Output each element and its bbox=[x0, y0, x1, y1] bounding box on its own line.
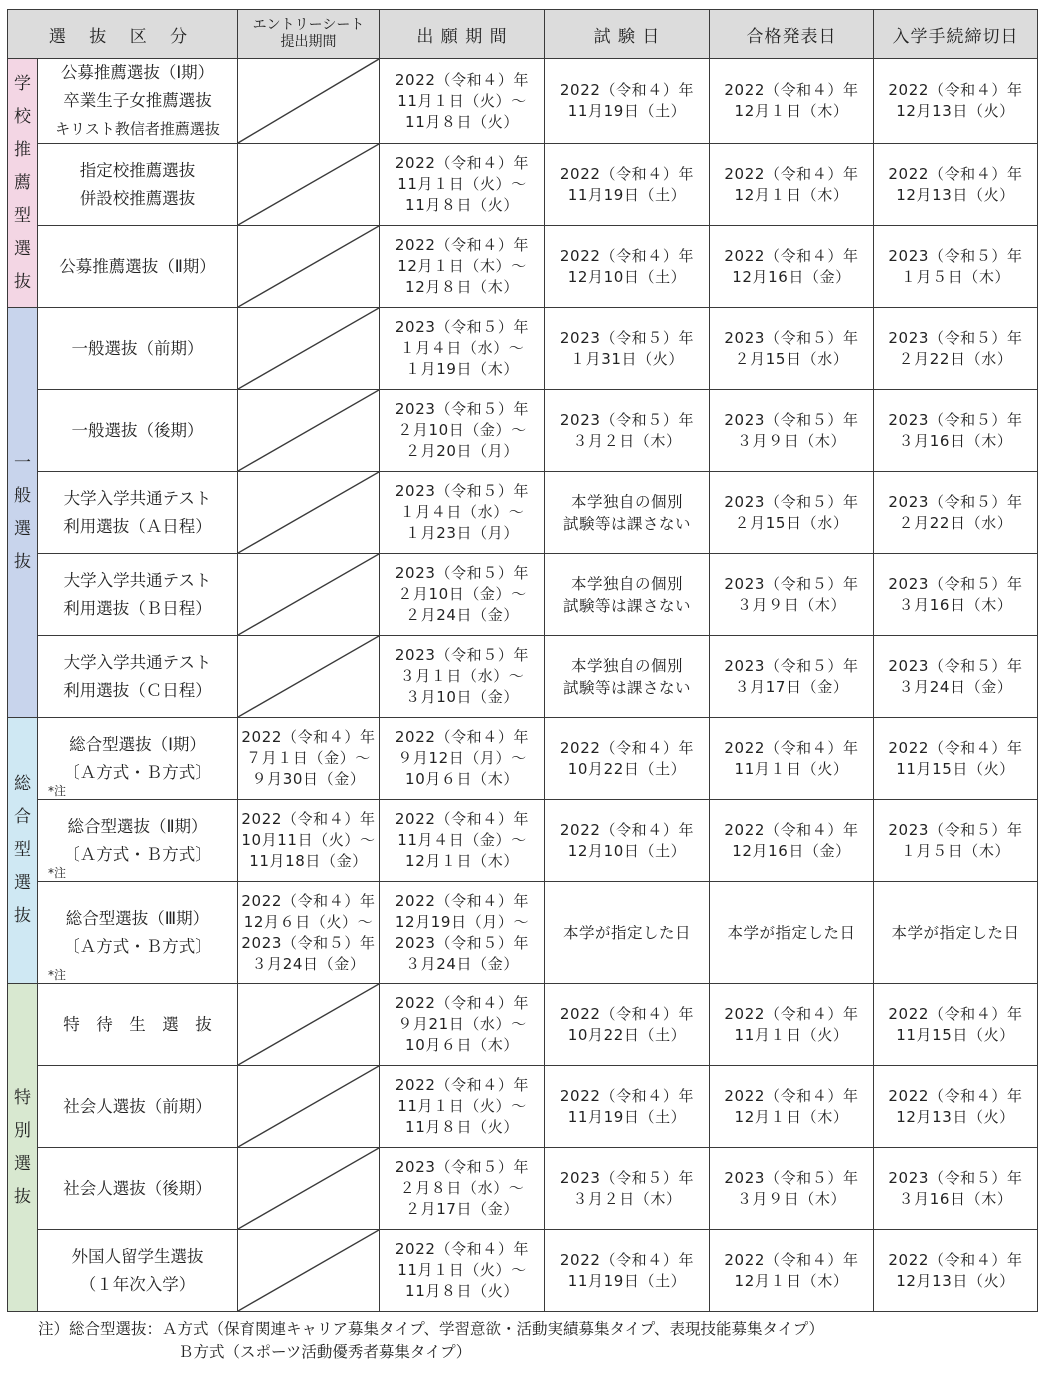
diagonal-slash-icon bbox=[238, 1066, 379, 1147]
entry-period: 2022（令和４）年 12月６日（火）～ 2023（令和５）年 ３月24日（金） bbox=[238, 882, 380, 984]
entry-period-not-applicable bbox=[238, 984, 380, 1066]
diagonal-slash-icon bbox=[238, 144, 379, 225]
header-entry-line1: エントリーシート bbox=[252, 17, 365, 33]
application-period: 2022（令和４）年 12月１日（木）～ 12月８日（木） bbox=[380, 226, 545, 308]
enrollment-deadline: 2022（令和４）年 12月13日（火） bbox=[874, 1230, 1038, 1312]
application-period: 2023（令和５）年 １月４日（水）～ １月19日（木） bbox=[380, 308, 545, 390]
selection-name: 社会人選抜（後期） bbox=[63, 1178, 212, 1198]
announcement-date: 2023（令和５）年 ２月15日（水） bbox=[710, 472, 874, 554]
enrollment-deadline: 2022（令和４）年 12月13日（火） bbox=[874, 1066, 1038, 1148]
table-row bbox=[8, 1148, 1038, 1230]
announcement-date: 2023（令和５）年 ３月９日（木） bbox=[710, 1148, 874, 1230]
enrollment-deadline: 2023（令和５）年 ３月16日（木） bbox=[874, 554, 1038, 636]
announcement-date: 2023（令和５）年 ３月９日（木） bbox=[710, 554, 874, 636]
entry-period-not-applicable bbox=[238, 472, 380, 554]
announcement-date: 2022（令和４）年 12月１日（木） bbox=[710, 1230, 874, 1312]
selection-name-cell bbox=[38, 390, 238, 472]
announcement-date: 2022（令和４）年 12月16日（金） bbox=[710, 226, 874, 308]
diagonal-slash-icon bbox=[238, 636, 379, 717]
exam-date: 2022（令和４）年 10月22日（土） bbox=[545, 718, 710, 800]
diagonal-slash-icon bbox=[238, 1148, 379, 1229]
application-period: 2023（令和５）年 ２月10日（金）～ ２月20日（月） bbox=[380, 390, 545, 472]
diagonal-slash-icon bbox=[238, 554, 379, 635]
selection-name: 一般選抜（前期） bbox=[71, 338, 204, 358]
entry-period: 2022（令和４）年 10月11日（火）～ 11月18日（金） bbox=[238, 800, 380, 882]
selection-name: 総合型選抜（Ⅰ期） 〔Ａ方式・Ｂ方式〕 bbox=[63, 734, 212, 782]
exam-date: 2022（令和４）年 12月10日（土） bbox=[545, 800, 710, 882]
enrollment-deadline: 2023（令和５）年 ２月22日（水） bbox=[874, 308, 1038, 390]
header-deadline: 入学手続締切日 bbox=[874, 10, 1038, 59]
exam-date: 2022（令和４）年 12月10日（土） bbox=[545, 226, 710, 308]
selection-name: 外国人留学生選抜 （１年次入学） bbox=[71, 1246, 204, 1294]
selection-name-cell bbox=[38, 472, 238, 554]
entry-period-not-applicable bbox=[238, 390, 380, 472]
group-label-text: 学校推薦型選抜 bbox=[14, 73, 31, 292]
selection-name: 特 待 生 選 抜 bbox=[63, 1014, 212, 1034]
enrollment-deadline: 2023（令和５）年 ３月24日（金） bbox=[874, 636, 1038, 718]
exam-date: 本学が指定した日 bbox=[545, 882, 710, 984]
note-marker: *注 bbox=[48, 784, 67, 798]
selection-name-cell bbox=[38, 1148, 238, 1230]
selection-name: 一般選抜（後期） bbox=[71, 420, 204, 440]
enrollment-deadline: 2022（令和４）年 11月15日（火） bbox=[874, 984, 1038, 1066]
announcement-date: 2022（令和４）年 11月１日（火） bbox=[710, 718, 874, 800]
announcement-date: 2022（令和４）年 11月１日（火） bbox=[710, 984, 874, 1066]
selection-name-cell bbox=[38, 1230, 238, 1312]
header-application: 出 願 期 間 bbox=[380, 10, 545, 59]
exam-date: 本学独自の個別 試験等は課さない bbox=[545, 554, 710, 636]
admission-schedule-table bbox=[7, 9, 1038, 1312]
group-label-g3 bbox=[8, 718, 38, 984]
selection-name-cell bbox=[38, 226, 238, 308]
enrollment-deadline: 2022（令和４）年 12月13日（火） bbox=[874, 59, 1038, 144]
exam-date: 2022（令和４）年 11月19日（土） bbox=[545, 1230, 710, 1312]
selection-name-cell bbox=[38, 718, 238, 800]
announcement-date: 2023（令和５）年 ３月９日（木） bbox=[710, 390, 874, 472]
announcement-date: 2023（令和５）年 ３月17日（金） bbox=[710, 636, 874, 718]
selection-name: 公募推薦選抜（Ⅱ期） bbox=[59, 256, 216, 276]
enrollment-deadline: 2022（令和４）年 12月13日（火） bbox=[874, 144, 1038, 226]
application-period: 2022（令和４）年 11月１日（火）～ 11月８日（火） bbox=[380, 144, 545, 226]
application-period: 2022（令和４）年 11月１日（火）～ 11月８日（火） bbox=[380, 1230, 545, 1312]
application-period: 2023（令和５）年 ３月１日（水）～ ３月10日（金） bbox=[380, 636, 545, 718]
header-category: 選 抜 区 分 bbox=[8, 10, 238, 59]
announcement-date: 2022（令和４）年 12月１日（木） bbox=[710, 59, 874, 144]
table-row bbox=[8, 1230, 1038, 1312]
diagonal-slash-icon bbox=[238, 226, 379, 307]
footnote-line1: 注）総合型選抜：Ａ方式（保育関連キャリア募集タイプ、学習意欲・活動実績募集タイプ、表現技能募集タイプ） bbox=[38, 1320, 824, 1338]
footnote-line2: Ｂ方式（スポーツ活動優秀者募集タイプ） bbox=[178, 1343, 472, 1361]
exam-date: 本学独自の個別 試験等は課さない bbox=[545, 636, 710, 718]
table-row bbox=[8, 472, 1038, 554]
header-exam: 試 験 日 bbox=[545, 10, 710, 59]
note-marker: *注 bbox=[48, 866, 67, 880]
enrollment-deadline: 2023（令和５）年 ２月22日（水） bbox=[874, 472, 1038, 554]
entry-period-not-applicable bbox=[238, 308, 380, 390]
diagonal-slash-icon bbox=[238, 59, 379, 143]
exam-date: 2022（令和４）年 10月22日（土） bbox=[545, 984, 710, 1066]
group-label-text: 総合型選抜 bbox=[14, 774, 31, 926]
table-row bbox=[8, 59, 1038, 144]
exam-date: 2023（令和５）年 ３月２日（木） bbox=[545, 390, 710, 472]
table-row bbox=[8, 800, 1038, 882]
exam-date: 本学独自の個別 試験等は課さない bbox=[545, 472, 710, 554]
selection-name-cell bbox=[38, 554, 238, 636]
diagonal-slash-icon bbox=[238, 1230, 379, 1311]
table-row bbox=[8, 718, 1038, 800]
entry-period-not-applicable bbox=[238, 59, 380, 144]
exam-date: 2022（令和４）年 11月19日（土） bbox=[545, 144, 710, 226]
entry-period-not-applicable bbox=[238, 636, 380, 718]
header-entry-sheet bbox=[238, 10, 380, 59]
announcement-date: 2023（令和５）年 ２月15日（水） bbox=[710, 308, 874, 390]
table-row bbox=[8, 984, 1038, 1066]
table-row bbox=[8, 390, 1038, 472]
announcement-date: 2022（令和４）年 12月16日（金） bbox=[710, 800, 874, 882]
announcement-date: 2022（令和４）年 12月１日（木） bbox=[710, 144, 874, 226]
entry-period-not-applicable bbox=[238, 144, 380, 226]
enrollment-deadline: 本学が指定した日 bbox=[874, 882, 1038, 984]
header-entry-line2: 提出期間 bbox=[280, 34, 337, 50]
table-row bbox=[8, 308, 1038, 390]
exam-date: 2023（令和５）年 １月31日（火） bbox=[545, 308, 710, 390]
selection-name: 公募推薦選抜（Ⅰ期） 卒業生子女推薦選抜 bbox=[60, 63, 215, 110]
table-body bbox=[8, 59, 1038, 1312]
entry-period-not-applicable bbox=[238, 554, 380, 636]
diagonal-slash-icon bbox=[238, 984, 379, 1065]
table-row bbox=[8, 1066, 1038, 1148]
application-period: 2023（令和５）年 ２月10日（金）～ ２月24日（金） bbox=[380, 554, 545, 636]
entry-period-not-applicable bbox=[238, 1230, 380, 1312]
selection-name-sub: キリスト教信者推薦選抜 bbox=[55, 120, 220, 138]
table-row bbox=[8, 144, 1038, 226]
selection-name: 大学入学共通テスト 利用選抜（Ｂ日程） bbox=[63, 570, 212, 618]
entry-period-not-applicable bbox=[238, 1066, 380, 1148]
selection-name: 社会人選抜（前期） bbox=[63, 1096, 212, 1116]
group-label-g1 bbox=[8, 59, 38, 308]
application-period: 2023（令和５）年 ２月８日（水）～ ２月17日（金） bbox=[380, 1148, 545, 1230]
schedule-table-wrapper bbox=[7, 9, 1038, 1312]
entry-period-not-applicable bbox=[238, 226, 380, 308]
enrollment-deadline: 2023（令和５）年 ３月16日（木） bbox=[874, 1148, 1038, 1230]
selection-name: 総合型選抜（Ⅲ期） 〔Ａ方式・Ｂ方式〕 bbox=[63, 908, 212, 956]
selection-name-cell bbox=[38, 636, 238, 718]
application-period: 2022（令和４）年 ９月21日（水）～ 10月６日（木） bbox=[380, 984, 545, 1066]
table-row bbox=[8, 226, 1038, 308]
header-row bbox=[8, 10, 1038, 59]
diagonal-slash-icon bbox=[238, 472, 379, 553]
note-marker: *注 bbox=[48, 968, 67, 982]
application-period: 2022（令和４）年 11月１日（火）～ 11月８日（火） bbox=[380, 59, 545, 144]
application-period: 2023（令和５）年 １月４日（水）～ １月23日（月） bbox=[380, 472, 545, 554]
enrollment-deadline: 2023（令和５）年 １月５日（木） bbox=[874, 226, 1038, 308]
selection-name-cell bbox=[38, 984, 238, 1066]
selection-name-cell bbox=[38, 308, 238, 390]
selection-name: 指定校推薦選抜 併設校推薦選抜 bbox=[79, 160, 196, 208]
application-period: 2022（令和４）年 12月19日（月）～ 2023（令和５）年 ３月24日（金） bbox=[380, 882, 545, 984]
diagonal-slash-icon bbox=[238, 308, 379, 389]
selection-name-cell bbox=[38, 59, 238, 144]
selection-name-cell bbox=[38, 800, 238, 882]
enrollment-deadline: 2022（令和４）年 11月15日（火） bbox=[874, 718, 1038, 800]
selection-name-cell bbox=[38, 1066, 238, 1148]
group-label-g2 bbox=[8, 308, 38, 718]
footnotes bbox=[38, 1318, 824, 1364]
exam-date: 2023（令和５）年 ３月２日（木） bbox=[545, 1148, 710, 1230]
application-period: 2022（令和４）年 11月１日（火）～ 11月８日（火） bbox=[380, 1066, 545, 1148]
exam-date: 2022（令和４）年 11月19日（土） bbox=[545, 1066, 710, 1148]
exam-date: 2022（令和４）年 11月19日（土） bbox=[545, 59, 710, 144]
selection-name: 大学入学共通テスト 利用選抜（Ｃ日程） bbox=[63, 652, 212, 700]
announcement-date: 2022（令和４）年 12月１日（木） bbox=[710, 1066, 874, 1148]
selection-name: 総合型選抜（Ⅱ期） 〔Ａ方式・Ｂ方式〕 bbox=[63, 816, 212, 864]
selection-name-cell bbox=[38, 144, 238, 226]
group-label-text: 特別選抜 bbox=[14, 1087, 31, 1207]
selection-name-cell bbox=[38, 882, 238, 984]
selection-name: 大学入学共通テスト 利用選抜（Ａ日程） bbox=[63, 488, 212, 536]
group-label-g4 bbox=[8, 984, 38, 1312]
application-period: 2022（令和４）年 11月４日（金）～ 12月１日（木） bbox=[380, 800, 545, 882]
table-row bbox=[8, 636, 1038, 718]
header-announce: 合格発表日 bbox=[710, 10, 874, 59]
table-row bbox=[8, 882, 1038, 984]
table-row bbox=[8, 554, 1038, 636]
group-label-text: 一般選抜 bbox=[14, 452, 31, 572]
announcement-date: 本学が指定した日 bbox=[710, 882, 874, 984]
diagonal-slash-icon bbox=[238, 390, 379, 471]
entry-period: 2022（令和４）年 ７月１日（金）～ ９月30日（金） bbox=[238, 718, 380, 800]
enrollment-deadline: 2023（令和５）年 ３月16日（木） bbox=[874, 390, 1038, 472]
application-period: 2022（令和４）年 ９月12日（月）～ 10月６日（木） bbox=[380, 718, 545, 800]
enrollment-deadline: 2023（令和５）年 １月５日（木） bbox=[874, 800, 1038, 882]
entry-period-not-applicable bbox=[238, 1148, 380, 1230]
